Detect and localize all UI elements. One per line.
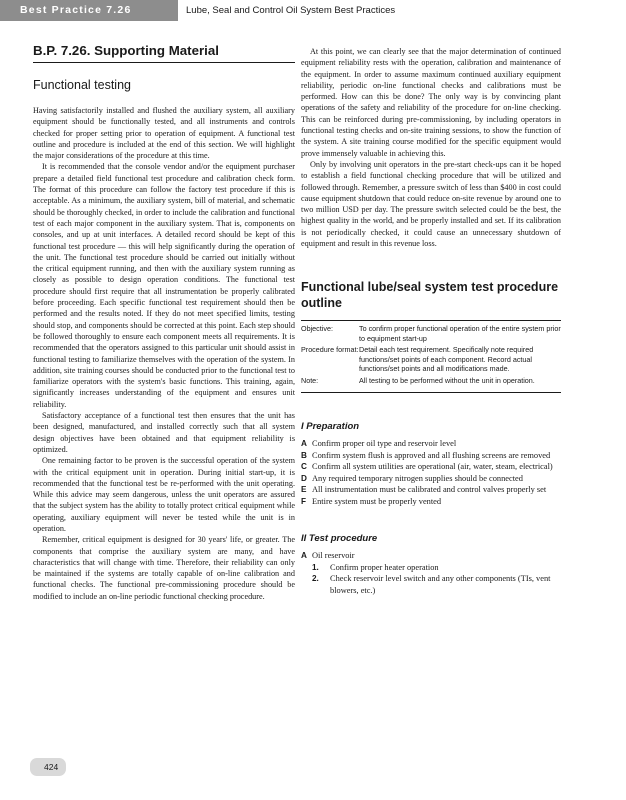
- table-row: [301, 345, 561, 374]
- row-label: Note:: [301, 375, 319, 385]
- preparation-list: [301, 438, 561, 507]
- paragraph: Only by involving unit operators in the pre-start check-ups can it be hoped to establish a field functional checking procedure that will be utilized and followed through. Remember, a pressure switch of less than $400 in cost could cause equipment shutdown that could reduce on-site revenue by around one to two million USD per day. The pressure switch selected could be the best, the highest quality in the world, and be properly installed and set. If its calibration is not periodically checked, it could cause an unnecessary shutdown of equipment and result in this revenue loss.: [301, 159, 561, 249]
- list-item: A Oil reservoir: [301, 551, 355, 561]
- page-title: B.P. 7.26. Supporting Material: [33, 42, 295, 63]
- list-subitem: 2. Check reservoir level switch and any other components (TIs, vent blowers, etc.): [312, 574, 551, 595]
- row-label: Procedure format:: [301, 345, 359, 355]
- list-item: E All instrumentation must be calibrated and control valves properly set: [301, 485, 547, 495]
- table-row: [301, 376, 561, 386]
- running-header: [0, 0, 626, 21]
- row-value: All testing to be performed without the unit in operation.: [359, 375, 535, 385]
- row-value: To confirm proper functional operation of the entire system prior to equipment start-up: [359, 324, 561, 343]
- paragraph: Having satisfactorily installed and flushed the auxiliary system, all auxiliary equipment should be functionally tested, and all instruments and controls checked for proper setting prior to operation of equipment. A functional test outline and procedure is included at the end of this section. We will highlight the major considerations of the procedure at this time.: [33, 106, 295, 161]
- list-item: A Confirm proper oil type and reservoir level: [301, 439, 457, 449]
- list-item: B Confirm system flush is approved and all flushing screens are removed: [301, 450, 551, 460]
- section-title: Functional testing: [33, 78, 131, 92]
- left-column: [33, 42, 295, 602]
- row-label: Objective:: [301, 324, 333, 334]
- part-one-title: I Preparation: [301, 421, 360, 433]
- table-row: [301, 324, 561, 343]
- list-item: D Any required temporary nitrogen supplies should be connected: [301, 473, 523, 483]
- page-number: 424: [30, 758, 66, 776]
- list-subitem: 1. Confirm proper heater operation: [312, 562, 439, 572]
- outline-table: [301, 320, 561, 393]
- paragraph: Remember, critical equipment is designed for 30 years' life, or greater. The components that comprise the auxiliary system are many, and have characteristics that will change with time. Therefore, their reliability can only be maintained if the systems are totally capable of on-line calibration and functional checks. The functional pre-commissioning procedure should be modified to include an on-line periodic functional checking procedure.: [33, 535, 295, 601]
- test-procedure-list: [301, 550, 561, 596]
- paragraph: At this point, we can clearly see that the major determination of continued equipment reliability rests with the operation, calibration and maintenance of the equipment. In order to assume maximum continued auxiliary equipment reliability, periodic on-line functional checks and calibrations must be performed. How can this be done? The only way is by convincing plant operations of the safety and reliability of the procedure for on-line checking. This can be reinforced during pre-commissioning, by including operators in functional testing checks and on-site training sessions, to show the function of the system. A site training course modified for the specific equipment would prove immensely valuable in achieving this.: [301, 47, 561, 158]
- list-item: C Confirm all system utilities are operational (air, water, steam, electrical): [301, 462, 553, 472]
- part-two-title: II Test procedure: [301, 533, 378, 545]
- list-item: F Entire system must be properly vented: [301, 496, 442, 506]
- paragraph: Satisfactory acceptance of a functional test then ensures that the unit has been designed, manufactured, and installed correctly such that all system design objectives have been obtained and that equipment reliability is optimized.: [33, 411, 295, 454]
- outline-title: Functional lube/seal system test procedure outline: [301, 280, 559, 311]
- section-label: Best Practice 7.26: [0, 0, 178, 21]
- right-column: [301, 46, 561, 596]
- running-title: Lube, Seal and Control Oil System Best Practices: [186, 5, 396, 16]
- paragraph: One remaining factor to be proven is the successful operation of the system with the critical equipment unit in operation. During initial start-up, it is recommended that the functional test be re-performed with the unit operating. While this advice may seem dangerous, unless the unit operators are assured that the subject system has the ability to totally protect critical equipment while operating, auxiliary equipment will never be tested while the unit is in operation.: [33, 456, 295, 533]
- paragraph: It is recommended that the console vendor and/or the equipment purchaser prepare a detailed field functional test procedure and calibration check form. The format of this procedure can follow the factory test procedure if this is acceptable. As a minimum, the auxiliary system, bill of material, and schematic should be thoroughly checked, in order to include the calibration and functional test of each major component in the auxiliary system. That is, components on consoles, and up at unit interfaces. A detailed record should be kept of this functional test procedure — this will help significantly during the operation of the unit. The functional test procedure should be carried out initially without the critical equipment running, and then with the auxiliary system running as closely as possible to design operation conditions. The functional test procedure should first require that all instrumentation be properly calibrated before proceeding. Each specific functional test requirement should then be performed and the results noted. If they do not meet specified limits, testing should stop, and components should be corrected at this point. Each step should be followed thoroughly to ensure each component meets all requirements. It is recommended that the operators assigned to this particular unit should assist in functional testing to familiarize themselves with the operation of the system. In addition, site training courses should be conducted prior to the functional test to familiarize operators with the system's basic functions. This training, again, significantly increases understanding of the equipment and ensures unit reliability.: [33, 162, 295, 409]
- row-value: Detail each test requirement. Specifically note required functions/set points of each component. Record actual functions/set points and all modifications made.: [359, 345, 534, 374]
